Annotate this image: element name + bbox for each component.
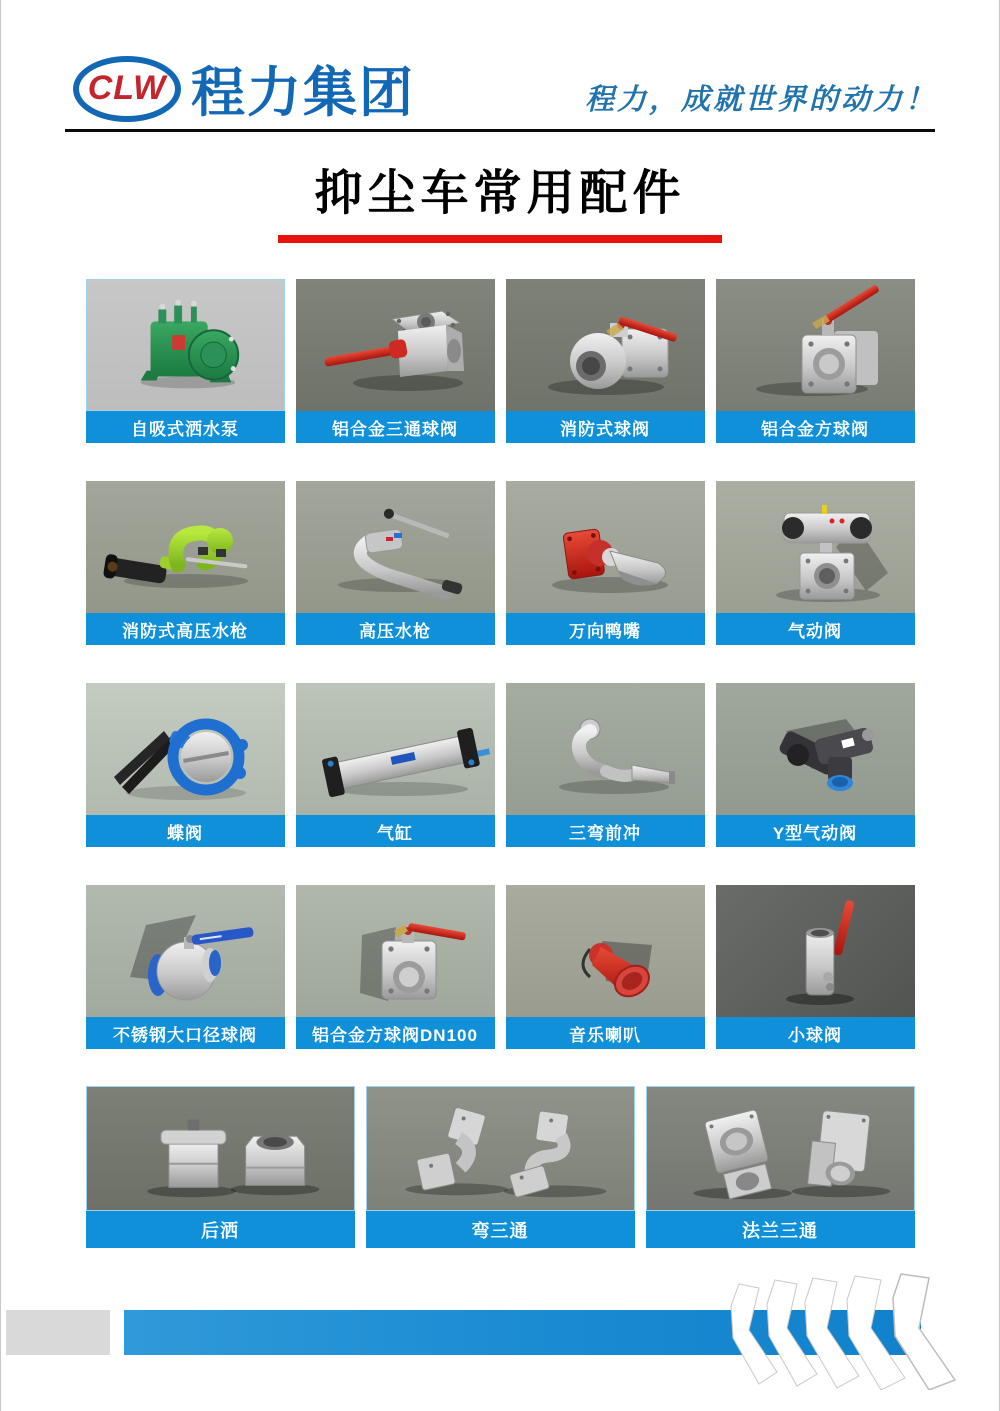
- logo-abbr: CLW: [87, 69, 167, 107]
- product-card: [86, 885, 285, 1049]
- product-label: 消防式球阀: [506, 411, 705, 443]
- product-label: 后洒: [86, 1211, 355, 1248]
- photo-self-priming-water-pump: [86, 279, 285, 411]
- product-card: [296, 279, 495, 443]
- product-label: 自吸式洒水泵: [86, 411, 285, 443]
- product-grid-wide: [86, 1086, 915, 1248]
- photo-butterfly-valve: [86, 683, 285, 815]
- product-label: 气缸: [296, 815, 495, 847]
- header-divider: [65, 129, 935, 132]
- product-card: [296, 885, 495, 1049]
- product-card: [716, 481, 915, 645]
- product-card: [646, 1086, 915, 1248]
- photo-aluminum-tee-ball-valve: [296, 279, 495, 411]
- product-label: 铝合金方球阀: [716, 411, 915, 443]
- company-slogan: 程力，成就世界的动力！: [584, 84, 937, 116]
- photo-y-type-pneumatic-valve: [716, 683, 915, 815]
- product-label: 蝶阀: [86, 815, 285, 847]
- photo-stainless-large-bore-ball-valve: [86, 885, 285, 1017]
- product-card: [366, 1086, 635, 1248]
- photo-high-pressure-water-gun: [296, 481, 495, 613]
- product-card: [506, 683, 705, 847]
- photo-triple-bend-front-flush: [506, 683, 705, 815]
- photo-flange-tee: [646, 1086, 915, 1211]
- product-label: 高压水枪: [296, 613, 495, 645]
- photo-aluminum-square-ball-valve-dn100: [296, 885, 495, 1017]
- product-label: 弯三通: [366, 1211, 635, 1248]
- photo-universal-duckbill: [506, 481, 705, 613]
- product-card: [86, 279, 285, 443]
- product-label: 万向鸭嘴: [506, 613, 705, 645]
- clw-logo-icon: [73, 56, 181, 122]
- product-label: 三弯前冲: [506, 815, 705, 847]
- product-label: 铝合金三通球阀: [296, 411, 495, 443]
- product-label: Y型气动阀: [716, 815, 915, 847]
- footer-chevrons-icon: [701, 1272, 956, 1390]
- product-label: 不锈钢大口径球阀: [86, 1017, 285, 1049]
- product-label: 小球阀: [716, 1017, 915, 1049]
- product-grid: [86, 279, 915, 1049]
- photo-aluminum-square-ball-valve: [716, 279, 915, 411]
- product-label: 音乐喇叭: [506, 1017, 705, 1049]
- product-card: [296, 683, 495, 847]
- photo-pneumatic-valve: [716, 481, 915, 613]
- company-logo: [73, 50, 415, 127]
- photo-air-cylinder: [296, 683, 495, 815]
- product-card: [716, 885, 915, 1049]
- product-card: [86, 683, 285, 847]
- product-card: [716, 683, 915, 847]
- product-card: [506, 279, 705, 443]
- product-card: [296, 481, 495, 645]
- photo-bend-tee: [366, 1086, 635, 1211]
- page-title: 抑尘车常用配件: [314, 167, 686, 220]
- footer-gray-block: [6, 1310, 110, 1355]
- product-label: 气动阀: [716, 613, 915, 645]
- photo-small-ball-valve: [716, 885, 915, 1017]
- title-underline: [278, 235, 722, 243]
- product-card: [716, 279, 915, 443]
- logo-company-name: 程力集团: [191, 63, 415, 123]
- photo-rear-spray: [86, 1086, 355, 1211]
- product-label: 消防式高压水枪: [86, 613, 285, 645]
- photo-fire-ball-valve: [506, 279, 705, 411]
- product-card: [86, 1086, 355, 1248]
- product-card: [506, 885, 705, 1049]
- title-section: [1, 154, 999, 243]
- product-card: [506, 481, 705, 645]
- photo-fire-high-pressure-water-gun: [86, 481, 285, 613]
- product-label: 法兰三通: [646, 1211, 915, 1248]
- header: [1, 0, 999, 125]
- product-label: 铝合金方球阀DN100: [296, 1017, 495, 1049]
- product-card: [86, 481, 285, 645]
- photo-music-horn: [506, 885, 705, 1017]
